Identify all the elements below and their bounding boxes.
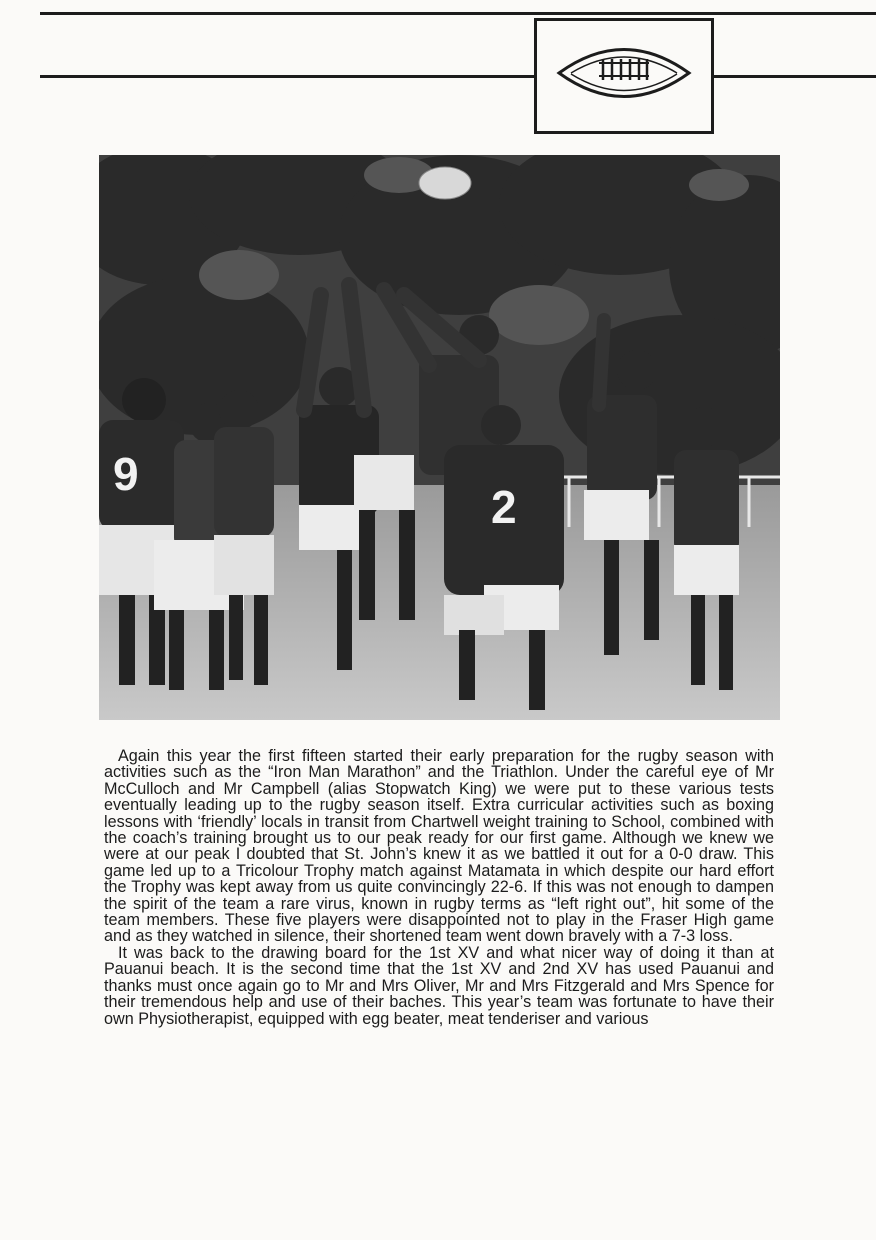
header-emblem [534, 18, 714, 134]
header-rule-top [40, 12, 876, 15]
rugby-ball-icon [537, 21, 711, 131]
rugby-ball [419, 167, 471, 199]
article-body [104, 748, 774, 1027]
article-paragraph-1: Again this year the first fifteen started their early preparation for the rugby season with activities such as the “Iron Man Marathon” and the Triathlon. Under the careful eye of Mr McCulloch and Mr Campbell (alias Stopwatch King) we were put to these various tests eventually leading up to the rugby season itself. Extra curricular activities such as boxing lessons with ‘friendly’ locals in transit from Chartwell weight training to School, combined with the coach’s training brought us to our peak ready for our first game. Although we knew we were at our peak I doubted that St. John’s knew it as we battled it out for a 0-0 draw. This game led up to a Tricolour Trophy match against Matamata in which despite our hard effort the Trophy was kept away from us quite convincingly 22-6. If this was not enough to dampen the spirit of the team a rare virus, known in rugby terms as “left right out”, hit some of the team members. These five players were disappointed not to play in the Fraser High game and as they watched in silence, their shortened team went down bravely with a 7-3 loss. [104, 747, 774, 946]
article-paragraph-2: It was back to the drawing board for the 1st XV and what nicer way of doing it than at Pauanui beach. It is the second time that the 1st XV and 2nd XV has used Pauanui and thanks must once again go to Mr and Mrs Oliver, Mr and Mrs Fitzgerald and Mrs Spence for their tremendous help and use of their baches. This year’s team was fortunate to have their own Physiotherapist, equipped with egg beater, meat tenderiser and various [104, 943, 774, 1028]
rugby-lineout-photo [99, 155, 780, 720]
jersey-number: 2 [491, 481, 517, 533]
header-rule-bottom [40, 75, 876, 78]
jersey-number: 9 [113, 448, 139, 500]
